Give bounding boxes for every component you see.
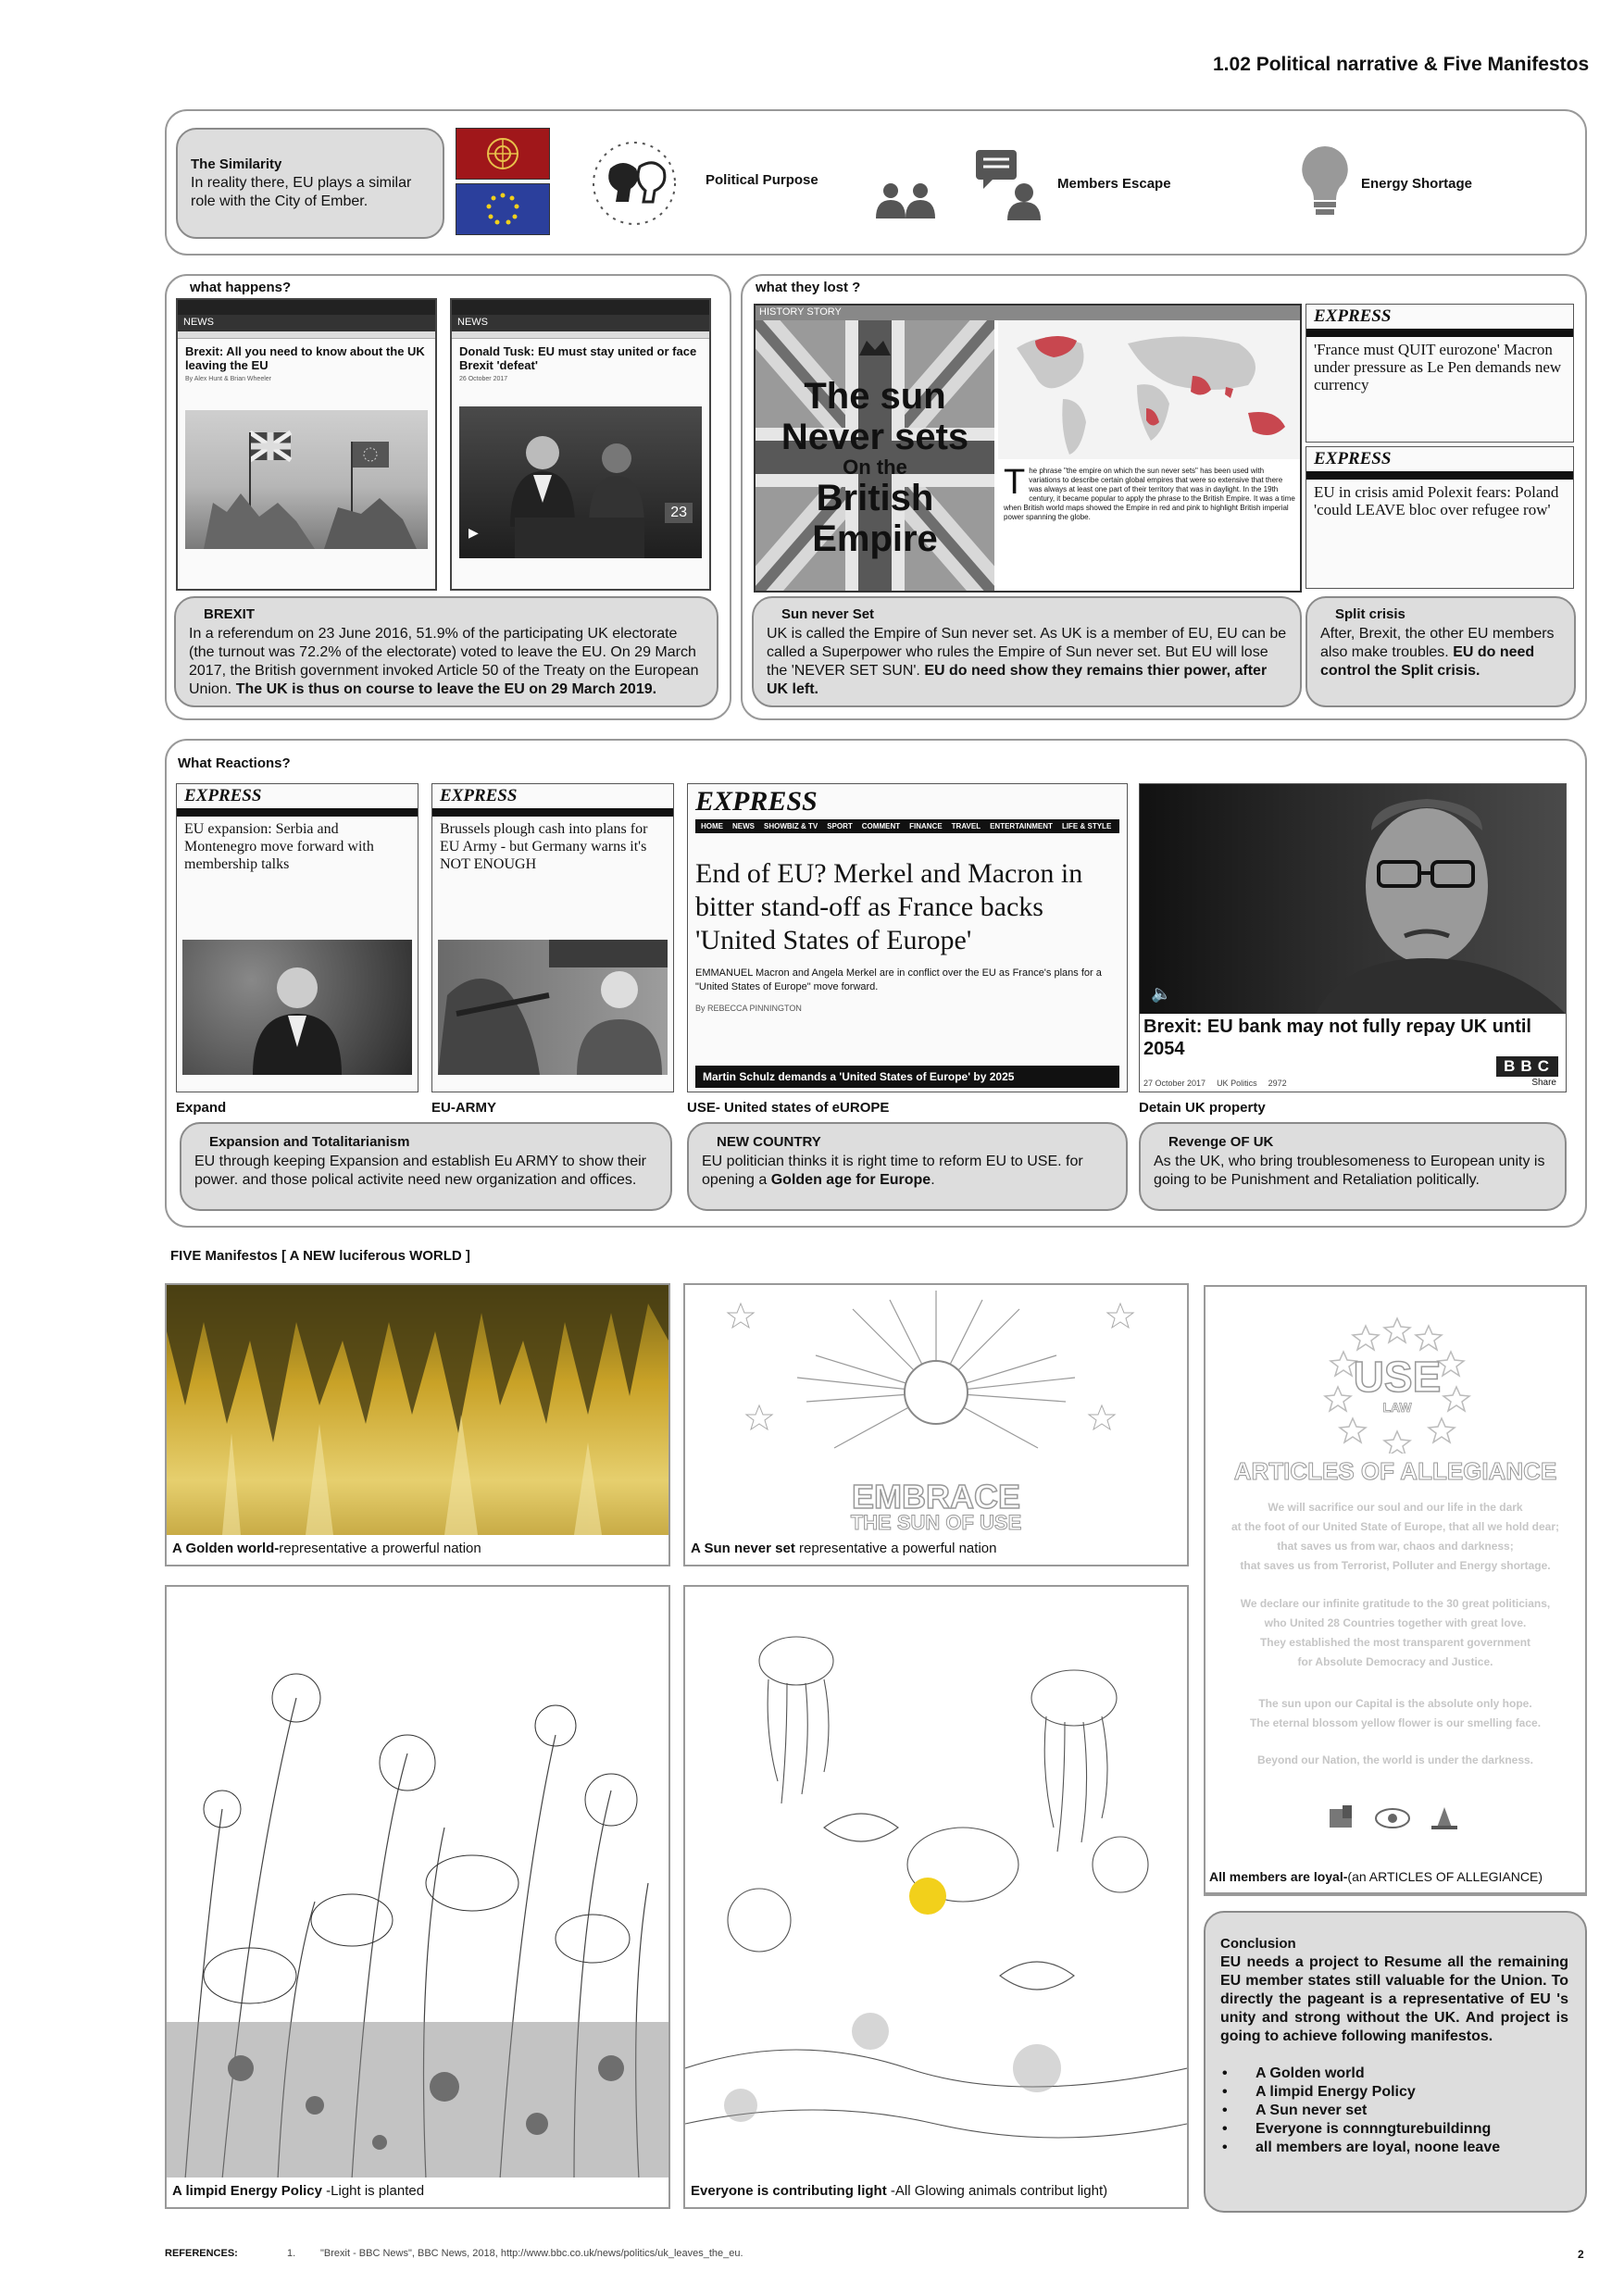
express-article-france [1305, 304, 1574, 443]
express-nav [695, 819, 1119, 833]
bbc-brand: NEWS [452, 315, 709, 331]
allegiance-line: They established the most transparent government [1259, 1636, 1531, 1649]
video-overlay-number: 23 [665, 503, 693, 523]
limpid-energy-bold: A limpid Energy Policy [172, 2183, 322, 2199]
official-portrait-image [1140, 784, 1566, 1014]
bbc-article-tusk [450, 298, 711, 591]
bbc-video-headline: Brexit: EU bank may not fully repay UK until 2054 [1143, 1017, 1531, 1059]
brexit-text: In a referendum on 23 June 2016, 51.9% of the participating UK electorate (the turnout was 72.2% of the electorate) voted to leave the EU. On 29 March 2017, the British government invoked Article 50 of the Treaty on the European Union. [189, 626, 699, 697]
nav-life-style[interactable]: LIFE & STYLE [1061, 822, 1112, 830]
label-use: USE- United states of eUROPE [687, 1100, 890, 1116]
expansion-caption [180, 1122, 672, 1211]
allegiance-line: The sun upon our Capital is the absolute only hope. [1258, 1697, 1532, 1710]
bbc-video-comments: 2972 [1268, 1079, 1287, 1088]
conclusion-heading: Conclusion [1220, 1936, 1296, 1952]
reference-number: 1. [287, 2248, 296, 2259]
bbc-byline: By Alex Hunt & Brian Wheeler [185, 376, 271, 382]
sun-never-set-bold: EU do need show they remains thier power, after UK left. [767, 663, 1268, 697]
allegiance-line: We will sacrifice our soul and our life in the dark [1268, 1501, 1523, 1514]
split-crisis-heading: Split crisis [1335, 606, 1405, 622]
golden-world-bold: A Golden world- [172, 1541, 280, 1556]
use-stars-emblem [1305, 1315, 1490, 1454]
new-country-bold: Golden age for Europe [770, 1172, 931, 1188]
express-headline: 'France must QUIT eurozone' Macron under pressure as Le Pen demands new currency [1314, 341, 1562, 393]
poster-line-4: British [816, 478, 934, 518]
energy-shortage-label: Energy Shortage [1361, 176, 1473, 192]
bbc-video-section: UK Politics [1217, 1079, 1257, 1088]
new-country-end: . [931, 1172, 935, 1188]
brexit-bold: The UK is thus on course to leave the EU on 29 March 2019. [235, 681, 657, 697]
members-escape-label: Members Escape [1057, 176, 1171, 192]
bbc-logo: BBC [1496, 1056, 1558, 1077]
allegiance-line: We declare our infinite gratitude to the 30 great politicians, [1240, 1597, 1551, 1610]
what-they-lost-heading: what they lost ? [756, 280, 861, 295]
bbc-headline: Donald Tusk: EU must stay united or face Brexit 'defeat' [459, 344, 697, 372]
allegiance-line: for Absolute Democracy and Justice. [1297, 1655, 1493, 1668]
allegiance-line: that saves us from war, chaos and darkness; [1277, 1540, 1514, 1553]
bbc-article-brexit [176, 298, 437, 591]
conclusion-box [1204, 1911, 1587, 2213]
history-story-panel [754, 304, 1302, 593]
express-article-expansion [176, 783, 418, 1092]
golden-world-rest: representative a prowerful nation [279, 1541, 481, 1556]
political-purpose-label: Political Purpose [706, 172, 818, 188]
conclusion-text: EU needs a project to Resume all the remaining EU member states still valuable for the Union. To directly the pageant is a representative of EU 's unity and strong without the UK. And project is going to achieve following manifestos. [1220, 1954, 1568, 2044]
bbc-video-meta [1143, 1079, 1287, 1088]
reference-text: "Brexit - BBC News", BBC News, 2018, http://www.bbc.co.uk/news/politics/uk_leaves_the_eu. [320, 2248, 743, 2259]
new-country-text: EU politician thinks it is right time to reform EU to USE. for opening a [702, 1154, 1083, 1188]
brexit-caption [174, 596, 718, 707]
history-story-label: HISTORY STORY [756, 306, 1300, 320]
express-subtext: EMMANUEL Macron and Angela Merkel are in conflict over the EU as France's plans for a "United States of Europe" move forward. [695, 967, 1102, 992]
articles-of-allegiance-image [1204, 1285, 1587, 1896]
nav-news[interactable]: NEWS [732, 822, 755, 830]
what-reactions-heading: What Reactions? [178, 755, 291, 771]
nav-travel[interactable]: TRAVEL [951, 822, 981, 830]
nav-finance[interactable]: FINANCE [909, 822, 943, 830]
express-headline: End of EU? Merkel and Macron in bitter stand-off as France backs 'United States of Europe' [695, 858, 1083, 955]
bbc-headline: Brexit: All you need to know about the UK leaving the EU [185, 344, 425, 372]
chat-person-icon [974, 148, 1043, 220]
nav-sport[interactable]: SPORT [827, 822, 853, 830]
express-headline: Brussels plough cash into plans for EU Army - but Germany warns it's NOT ENOUGH [440, 821, 648, 872]
use-wordmark: USE [1353, 1353, 1442, 1401]
embrace-line-2: THE SUN OF USE [850, 1511, 1022, 1534]
conclusion-list [1220, 2065, 1568, 2157]
page-number: 2 [1578, 2248, 1584, 2261]
express-article-army [431, 783, 674, 1092]
political-purpose-icon [579, 139, 690, 228]
label-expand: Expand [176, 1100, 227, 1116]
golden-world-image [165, 1283, 670, 1566]
allegiance-caption-bold: All members are loyal- [1209, 1869, 1348, 1884]
bbc-video-date: 27 October 2017 [1143, 1079, 1206, 1088]
glowing-animals-image [683, 1585, 1189, 2209]
limpid-energy-caption [165, 2177, 670, 2209]
glowing-animals-bold: Everyone is contributing light [691, 2183, 887, 2199]
sun-never-set-rest: representative a powerful nation [794, 1541, 997, 1556]
army-photo [438, 940, 668, 1075]
split-crisis-caption [1305, 596, 1576, 707]
nav-home[interactable]: HOME [701, 822, 723, 830]
flag-icon [456, 128, 550, 180]
union-jack-poster [756, 320, 994, 593]
conclusion-item: • A limpid Energy Policy [1220, 2083, 1568, 2102]
allegiance-title: ARTICLES OF ALLEGIANCE [1233, 1457, 1557, 1485]
sun-never-set-bold: A Sun never set [691, 1541, 795, 1556]
glowing-animals-rest: -All Glowing animals contribut light) [886, 2183, 1108, 2199]
golden-world-caption [165, 1535, 670, 1566]
similarity-text: In reality there, EU plays a similar role with the City of Ember. [191, 175, 412, 209]
new-country-caption [687, 1122, 1128, 1211]
poster-line-3: On the [843, 455, 907, 479]
nav-entertainment[interactable]: ENTERTAINMENT [990, 822, 1053, 830]
limpid-energy-rest: -Light is planted [321, 2183, 425, 2199]
allegiance-line: at the foot of our United State of Europe, that all we hold dear; [1230, 1520, 1559, 1533]
express-logo: EXPRESS [695, 786, 818, 817]
sun-never-set-heading: Sun never Set [781, 606, 875, 622]
poster-line-5: Empire [812, 518, 938, 559]
split-crisis-bold: EU do need control the Split crisis. [1320, 644, 1535, 679]
glowing-animals-caption [683, 2177, 1189, 2209]
bbc-brand: NEWS [178, 315, 435, 331]
poster-line-2: Never sets [781, 417, 969, 457]
nav-comment[interactable]: COMMENT [861, 822, 901, 830]
volume-icon[interactable]: 🔈 [1151, 984, 1172, 1003]
sandcastle-flags-image [185, 410, 428, 549]
allegiance-seals [1326, 1803, 1474, 1831]
allegiance-caption-rest: (an ARTICLES OF ALLEGIANCE) [1347, 1869, 1543, 1884]
label-eu-army: EU-ARMY [431, 1100, 496, 1116]
similarity-caption [176, 128, 444, 239]
juncker-photo [182, 940, 412, 1075]
bbc-share-button[interactable]: Share [1531, 1078, 1556, 1088]
split-crisis-text: After, Brexit, the other EU members also make troubles. [1320, 626, 1555, 660]
nav-showbiz[interactable]: SHOWBIZ & TV [764, 822, 818, 830]
article-drop-cap: T [1004, 463, 1026, 502]
express-byline: By REBECCA PINNINGTON [695, 1004, 802, 1013]
express-logo: EXPRESS [1314, 306, 1392, 326]
sun-never-set-caption [752, 596, 1302, 707]
conclusion-item: • all members are loyal, noone leave [1220, 2139, 1568, 2157]
express-logo: EXPRESS [440, 786, 518, 805]
expansion-heading: Expansion and Totalitarianism [209, 1134, 410, 1150]
revenge-text: As the UK, who bring troublesomeness to European unity is going to be Punishment and Retaliation politically. [1154, 1154, 1545, 1188]
sun-never-set-caption [683, 1535, 1189, 1566]
sun-never-set-image [683, 1283, 1189, 1566]
tusk-speech-image [459, 406, 702, 558]
brexit-heading: BREXIT [204, 606, 256, 622]
manifestos-heading: FIVE Manifestos [ A NEW luciferous WORLD ] [170, 1248, 470, 1264]
light-bulb-icon [1300, 144, 1350, 220]
article-body: he phrase "the empire on which the sun never sets" has been used with variations to describe certain global empires that were so extensive that there was always at least one part of their territory that was in daylight. In the 19th century, it became popular to apply the phrase to the British Empire. It was a time when British world maps showed the Empire in red and pink to highlight British imperial power spanning the globe. [1004, 467, 1295, 521]
limpid-energy-image [165, 1585, 670, 2209]
express-article-use [687, 783, 1128, 1092]
label-detain-uk: Detain UK property [1139, 1100, 1266, 1116]
poster-line-1: The sun [804, 376, 946, 417]
law-wordmark: LAW [1382, 1400, 1412, 1415]
express-headline: EU expansion: Serbia and Montenegro move forward with membership talks [184, 821, 374, 872]
revenge-heading: Revenge OF UK [1168, 1134, 1274, 1150]
new-country-heading: NEW COUNTRY [717, 1134, 821, 1150]
expansion-text: EU through keeping Expansion and establish Eu ARMY to show their power. and those polical activite need new organization and offices. [194, 1154, 646, 1188]
allegiance-line: that saves us from Terrorist, Polluter and Energy shortage. [1240, 1559, 1551, 1572]
bbc-video-panel [1139, 783, 1567, 1092]
express-banner: Martin Schulz demands a 'United States of Europe' by 2025 [695, 1066, 1119, 1088]
express-logo: EXPRESS [184, 786, 262, 805]
empire-article-text [998, 463, 1302, 593]
embrace-line-1: EMBRACE [851, 1478, 1020, 1516]
revenge-caption [1139, 1122, 1567, 1211]
allegiance-caption [1204, 1863, 1587, 1894]
what-happens-heading: what happens? [190, 280, 292, 295]
express-headline: EU in crisis amid Polexit fears: Poland 'could LEAVE bloc over refugee row' [1314, 483, 1559, 518]
allegiance-line: Beyond our Nation, the world is under the darkness. [1256, 1753, 1534, 1766]
bbc-date: 26 October 2017 [459, 376, 508, 382]
express-logo: EXPRESS [1314, 449, 1392, 468]
eu-flag-icon [456, 183, 550, 235]
allegiance-line: who United 28 Countries together with great love. [1264, 1616, 1527, 1629]
page-title: 1.02 Political narrative & Five Manifestos [1213, 54, 1590, 75]
play-icon[interactable]: ▶ [468, 525, 479, 540]
similarity-heading: The Similarity [191, 156, 282, 172]
conclusion-item: • A Golden world [1220, 2065, 1568, 2083]
allegiance-line: The eternal blossom yellow flower is our smelling face. [1249, 1716, 1542, 1729]
express-article-poland [1305, 446, 1574, 589]
empire-world-map [998, 320, 1302, 459]
sun-never-set-text: UK is called the Empire of Sun never set. As UK is a member of EU, EU can be called a Superpower who rules the Empire of Sun never set. But EU will lose the 'NEVER SET SUN'. [767, 626, 1287, 679]
conclusion-item: • A Sun never set [1220, 2102, 1568, 2120]
members-icon [874, 181, 939, 218]
conclusion-item: • Everyone is connngturebuildinng [1220, 2120, 1568, 2139]
references-label: REFERENCES: [165, 2248, 238, 2259]
